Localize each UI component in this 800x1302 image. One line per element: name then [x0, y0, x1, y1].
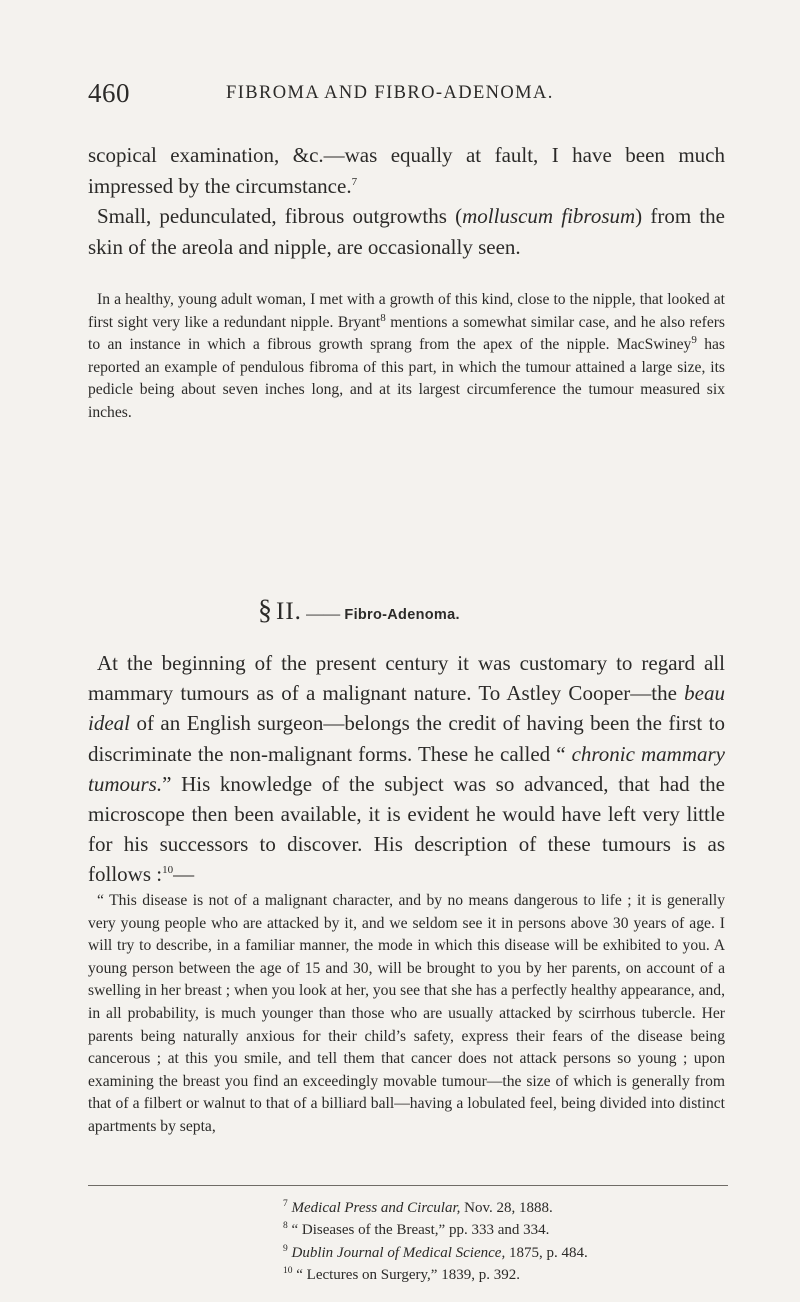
- footnote-ref: 8: [380, 311, 386, 324]
- footnote: [283, 1242, 733, 1264]
- footnote: [283, 1264, 733, 1286]
- footnote-ref: 7: [351, 175, 358, 188]
- footnote-ref: 10: [162, 864, 174, 877]
- quote-text: “ This disease is not of a malignant character, and by no means dangerous to life ; it is generally very young people who are attacked by it, and we seldom see it in persons above 30 years of age. I will try to describe, in a familiar manner, the mode in which this disease will be exhibited to you. A young person between the age of 15 and 30, will be brought to you by her parents, on account of a swelling in her breast ; when you look at her, you see that she has a perfectly healthy appearance, and, in all probability, is much younger than those who are usually attacked by scirrhous tubercle. Her parents being naturally anxious for their child’s safety, express their fears of the disease being cancerous ; at this you smile, and tell them that cancer does not attack persons so young ; upon examining the breast you find an exceedingly movable tumour—the size of which is generally from that of a filbert or walnut to that of a billiard ball—having a lobulated feel, being divided into distinct apartments by septa,: [88, 892, 725, 1135]
- footnote-source: Medical Press and Circular,: [291, 1200, 461, 1216]
- footnote-text: “ Diseases of the Breast,” pp. 333 and 334.: [287, 1222, 550, 1239]
- footnote-source: Dublin Journal of Medical Science,: [291, 1244, 506, 1261]
- section-mark: §: [258, 595, 272, 626]
- footnote-number: 8: [283, 1221, 288, 1232]
- paragraph-text: Small, pedunculated, fibrous outgrowths (: [97, 204, 463, 228]
- section-title: Fibro-Adenoma.: [344, 607, 460, 623]
- footnote-rule: [88, 1185, 728, 1186]
- paragraph-astley-cooper: [88, 648, 725, 890]
- paragraph-molluscum: [88, 201, 725, 262]
- paragraph-text: At the beginning of the present century it was customary to regard all mammary tumours as of a malignant nature. To Astley Cooper—the: [88, 651, 725, 706]
- footnote-text: “ Lectures on Surgery,” 1839, p. 392.: [292, 1267, 520, 1284]
- footnote: [283, 1197, 733, 1219]
- page-header: [88, 78, 728, 112]
- page-number: 460: [88, 78, 130, 108]
- italic-term: molluscum fibrosum: [462, 204, 636, 228]
- section-dash: ——: [301, 604, 345, 623]
- paragraph-text: ) from the skin of the areola and nipple, are occasionally seen.: [88, 204, 725, 259]
- paragraph-text: In a healthy, young adult woman, I met with a growth of this kind, close to the nipple, that looked at first sight very like a redundant nipple. Bryant: [88, 291, 725, 331]
- footnotes: [283, 1197, 733, 1287]
- footnote-text: 1875, p. 484.: [505, 1244, 588, 1261]
- footnote-text: Nov. 28, 1888.: [460, 1200, 553, 1216]
- italic-term: chronic mammary tumours.: [88, 741, 725, 796]
- block-quote: [88, 890, 725, 1139]
- running-title: FIBROMA AND FIBRO-ADENOMA.: [226, 83, 554, 103]
- section-heading: [258, 595, 460, 625]
- section-number: II.: [276, 598, 302, 625]
- paragraph-continuation: [88, 140, 725, 201]
- paragraph-text: ” His knowledge of the subject was so advanced, that had the microscope then been available, it is evident he would have left very little for his successors to discover. His description of these tumours is as follows :: [88, 771, 725, 887]
- footnote-number: 10: [283, 1266, 293, 1277]
- footnote-number: 7: [283, 1199, 288, 1209]
- paragraph-text: of an English surgeon—belongs the credit of having been the first to discriminate the non-malignant forms. These he called “: [88, 711, 725, 766]
- paragraph-cases: [88, 289, 725, 425]
- paragraph-text: has reported an example of pendulous fibroma of this part, in which the tumour attained a large size, its pedicle being about seven inches long, and at its largest circumference the tumour measured six inches.: [88, 336, 725, 421]
- footnote-ref: 9: [691, 334, 697, 346]
- footnote: [283, 1219, 733, 1241]
- paragraph-text: scopical examination, &c.—was equally at fault, I have been much impressed by the circumstance.: [88, 143, 725, 198]
- footnote-number: 9: [283, 1243, 288, 1254]
- italic-term: beau ideal: [88, 681, 725, 736]
- paragraph-text: —: [173, 862, 195, 887]
- paragraph-text: mentions a somewhat similar case, and he also refers to an instance in which a fibrous growth sprang from the apex of the nipple. MacSwiney: [88, 313, 725, 354]
